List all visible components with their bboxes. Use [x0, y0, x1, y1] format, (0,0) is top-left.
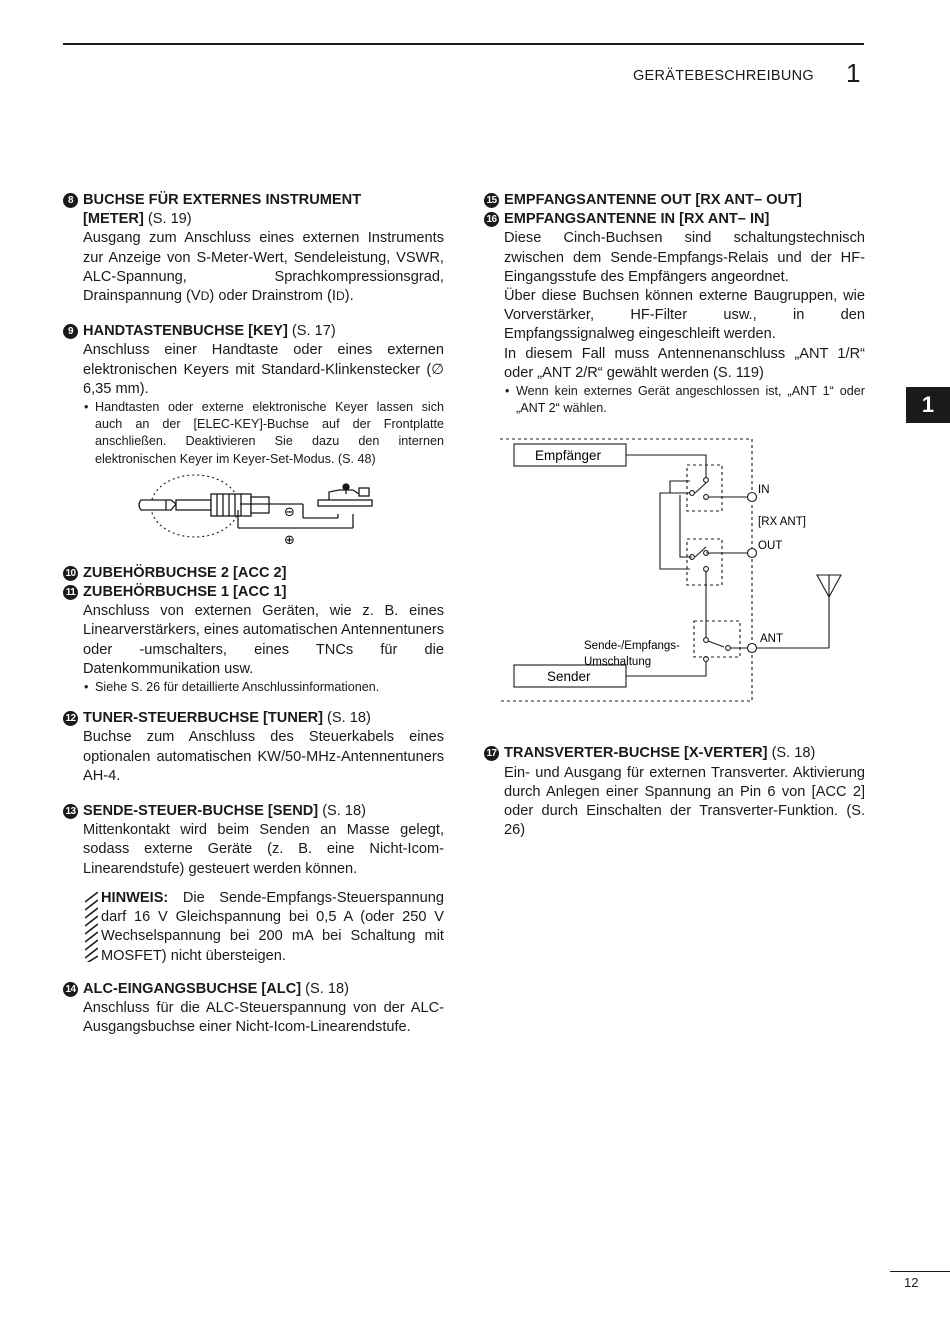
item-heading [63, 583, 444, 602]
desc-text: Ausgang zum Anschluss eines externen Instruments zur Anzeige von S-Meter-Wert, Sendeleistung, VSWR, ALC-Spannung, Sprachkompressionsgrad, Drainspannung (V [83, 230, 444, 305]
page-reference: (S. 18) [301, 980, 349, 997]
item-bullets [63, 399, 444, 468]
item-send-jack [63, 802, 444, 966]
header-rule [63, 43, 864, 45]
item-description [63, 229, 444, 306]
item-description: Ein- und Ausgang für externen Transverter. Aktivierung durch Anlegen einer Spannung an Pin 6 von [ACC 2] oder durch Einschalten der Transverter-Funktion. (S. 26) [504, 764, 865, 839]
item-number-badge: 10 [63, 566, 78, 581]
section-title: GERÄTEBESCHREIBUNG [632, 68, 814, 84]
item-description: Diese Cinch-Buchsen sind schaltungstechnisch zwischen dem Sende-Empfangs-Relais und der HF-Eingangsstufe des Empfängers angeordnet. [504, 230, 865, 285]
bullet-note: • Siehe S. 26 für detaillierte Anschlussinformationen. [83, 679, 444, 696]
footer-rule [890, 1271, 950, 1272]
page-reference: (S. 18) [767, 745, 816, 762]
item-heading [63, 191, 444, 229]
minus-symbol: ⊖ [284, 503, 295, 519]
desc-text: ) oder Drainstrom (I [209, 288, 336, 305]
item-description: In diesem Fall muss Antennenanschluss „ANT 1/R“ oder „ANT 2/R“ gewählt werden (S. 119) [504, 345, 865, 381]
key-plug-diagram [63, 474, 444, 552]
rx-ant-label: [RX ANT] [758, 516, 806, 529]
item-bullets [484, 383, 865, 417]
item-title: EMPFANGSANTENNE IN [RX ANT– IN] [504, 211, 770, 228]
item-tuner-jack [63, 709, 444, 786]
left-column [63, 191, 444, 1049]
item-number-badge: 8 [63, 193, 78, 208]
desc-text: ). [344, 288, 354, 305]
note-label: HINWEIS: [101, 889, 169, 906]
item-alc-jack [63, 980, 444, 1038]
item-number-badge: 13 [63, 804, 78, 819]
item-rx-antenna [484, 191, 865, 417]
item-number-badge: 16 [484, 212, 499, 227]
ant-label: ANT [760, 633, 783, 646]
item-heading [63, 709, 444, 728]
item-heading [484, 210, 865, 229]
item-title: TUNER-STEUERBUCHSE [TUNER] [83, 710, 323, 727]
item-heading [63, 564, 444, 583]
item-heading [484, 744, 865, 763]
chapter-number: 1 [846, 58, 861, 88]
item-title: BUCHSE FÜR EXTERNES INSTRUMENT [83, 192, 362, 208]
page-number: 12 [904, 1275, 919, 1290]
warning-hatch-icon [85, 892, 98, 962]
item-number-badge: 11 [63, 585, 78, 600]
item-heading [63, 322, 444, 341]
rx-antenna-diagram [484, 427, 865, 712]
item-title-line2: [METER] [83, 211, 144, 228]
item-acc-jacks [63, 564, 444, 696]
item-description: Anschluss von externen Geräten, wie z. B. eines Linearverstärkers, eines automatischen Antennentuners oder -umschalters, eines TNCs für die Datenkommunikation usw. [83, 603, 445, 677]
item-number-badge: 15 [484, 193, 499, 208]
item-transverter-jack [484, 744, 865, 840]
out-label: OUT [758, 540, 783, 553]
item-meter-jack [63, 191, 444, 306]
item-title: ALC-EINGANGSBUCHSE [ALC] [83, 980, 302, 997]
item-description: Über diese Buchsen können externe Baugruppen, wie Vorverstärker, HF-Filter usw., in den Empfangssignalweg eingeschleift werden. [504, 288, 865, 343]
item-number-badge: 12 [63, 711, 78, 726]
item-bullets [63, 679, 444, 696]
in-label: IN [758, 484, 770, 497]
item-title: EMPFANGSANTENNE OUT [RX ANT– OUT] [504, 192, 802, 208]
page-reference: (S. 18) [323, 710, 371, 727]
item-title: TRANSVERTER-BUCHSE [X-VERTER] [504, 745, 768, 762]
item-number-badge: 9 [63, 324, 78, 339]
item-title: ZUBEHÖRBUCHSE 1 [ACC 1] [83, 584, 287, 601]
note-text: Die Sende-Empfangs-Steuerspannung darf 16 V Gleichspannung bei 0,5 A (oder 250 V Wechselspannung bei 200 mA bei Schaltung mit MOSFET) nicht übersteigen. [101, 889, 444, 964]
item-number-badge: 14 [63, 982, 78, 997]
receiver-label: Empfänger [535, 448, 602, 464]
page-reference: (S. 18) [318, 803, 366, 820]
bullet-note: • Handtasten oder externe elektronische Keyer lassen sich auch an der [ELEC-KEY]-Buchse auf der Frontplatte anschließen. Deaktivieren Sie dazu den internen elektronischen Keyer im Keyer-Set-Modus. (S. 48) [83, 399, 444, 468]
item-title: HANDTASTENBUCHSE [KEY] [83, 323, 288, 340]
desc-subscript: D [335, 289, 345, 304]
bullet-note: • Wenn kein externes Gerät angeschlossen ist, „ANT 1“ oder „ANT 2“ wählen. [504, 383, 865, 417]
switch-label-line2: Umschaltung [584, 656, 652, 669]
desc-subscript: D [200, 289, 210, 304]
page-reference: (S. 19) [143, 211, 192, 228]
item-heading [63, 980, 444, 999]
plus-symbol: ⊕ [284, 531, 295, 547]
item-title: SENDE-STEUER-BUCHSE [SEND] [83, 803, 319, 820]
transmitter-label: Sender [547, 669, 591, 685]
switch-label-line1: Sende-/Empfangs- [584, 640, 680, 653]
item-number-badge: 17 [484, 746, 499, 761]
item-description: Anschluss für die ALC-Steuerspannung von der ALC-Ausgangsbuchse einer Nicht-Icom-Linearendstufe. [83, 999, 444, 1036]
chapter-tab: 1 [906, 387, 950, 423]
item-title: ZUBEHÖRBUCHSE 2 [ACC 2] [83, 564, 287, 581]
warning-note [63, 889, 444, 966]
item-description: Buchse zum Anschluss des Steuerkabels eines optionalen automatischen KW/50-MHz-Antennentuners AH-4. [83, 729, 444, 784]
item-heading [63, 802, 444, 821]
page-reference: (S. 17) [287, 323, 336, 340]
item-description: Anschluss einer Handtaste oder eines externen elektronischen Keyers mit Standard-Klinkenstecker (∅ 6,35 mm). [83, 342, 444, 397]
right-column [484, 191, 865, 852]
item-heading [484, 191, 865, 210]
item-key-jack [63, 322, 444, 552]
item-description: Mittenkontakt wird beim Senden an Masse gelegt, sodass externe Geräte (z. B. eine Nicht-Icom-Linearendstufe) gesteuert werden können. [83, 822, 444, 877]
